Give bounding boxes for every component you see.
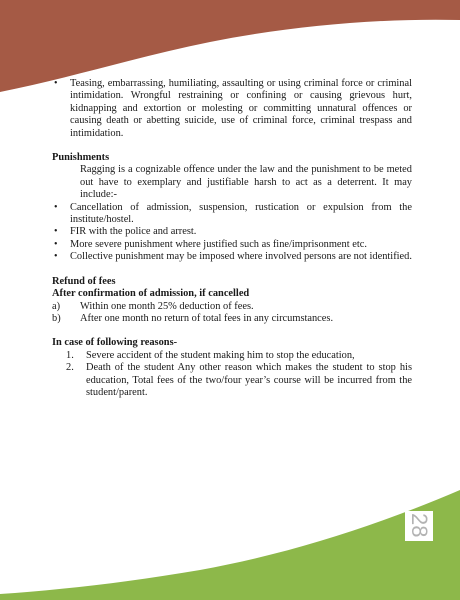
list-item: • Teasing, embarrassing, humiliating, assaulting or using criminal force or criminal intimidation. Wrongful restraining or confining or causing grievous hurt, kidnapping and extortion or molesting or committing unnatural offences or causing death or abetting suicide, use of criminal force, criminal trespass and intimidation. <box>52 78 412 140</box>
list-item: • More severe punishment where justified such as fine/imprisonment etc. <box>52 239 412 251</box>
list-text: Death of the student Any other reason which makes the student to stop his education, Total fees of the two/four year’s course will be incurred from the student/parent. <box>86 362 412 398</box>
list-item <box>52 350 412 362</box>
list-item <box>52 313 412 325</box>
list-text: Severe accident of the student making him to stop the education, <box>86 349 355 361</box>
list-item: • FIR with the police and arrest. <box>52 226 412 238</box>
document-body <box>52 78 412 399</box>
punishments-heading: Punishments <box>52 152 110 164</box>
list-item <box>52 301 412 313</box>
list-item: • Cancellation of admission, suspension, rustication or expulsion from the institute/hostel. <box>52 202 412 227</box>
list-text: After one month no return of total fees in any circumstances. <box>80 312 334 324</box>
list-marker: a) <box>52 300 61 312</box>
offence-list <box>52 78 412 140</box>
punishments-list <box>52 202 412 264</box>
page-number-box <box>405 511 433 541</box>
bottom-decorative-band <box>0 490 460 600</box>
page-number: 28 <box>407 513 432 538</box>
list-marker: 1. <box>66 349 74 361</box>
refund-heading: Refund of fees <box>52 275 116 287</box>
list-text: Within one month 25% deduction of fees. <box>80 300 254 312</box>
punishments-intro: Ragging is a cognizable offence under the law and the punishment to be meted out have to exemplary and justifiable harsh to act as a deterrent. It may include:- <box>80 164 412 201</box>
refund-subheading: After confirmation of admission, if cancelled <box>52 288 250 300</box>
list-marker: 2. <box>66 362 74 374</box>
reasons-heading: In case of following reasons- <box>52 337 178 349</box>
list-marker: b) <box>52 312 61 324</box>
refund-list <box>52 301 412 326</box>
reasons-list <box>52 350 412 400</box>
list-item: • Collective punishment may be imposed where involved persons are not identified. <box>52 251 412 263</box>
list-item <box>52 362 412 399</box>
